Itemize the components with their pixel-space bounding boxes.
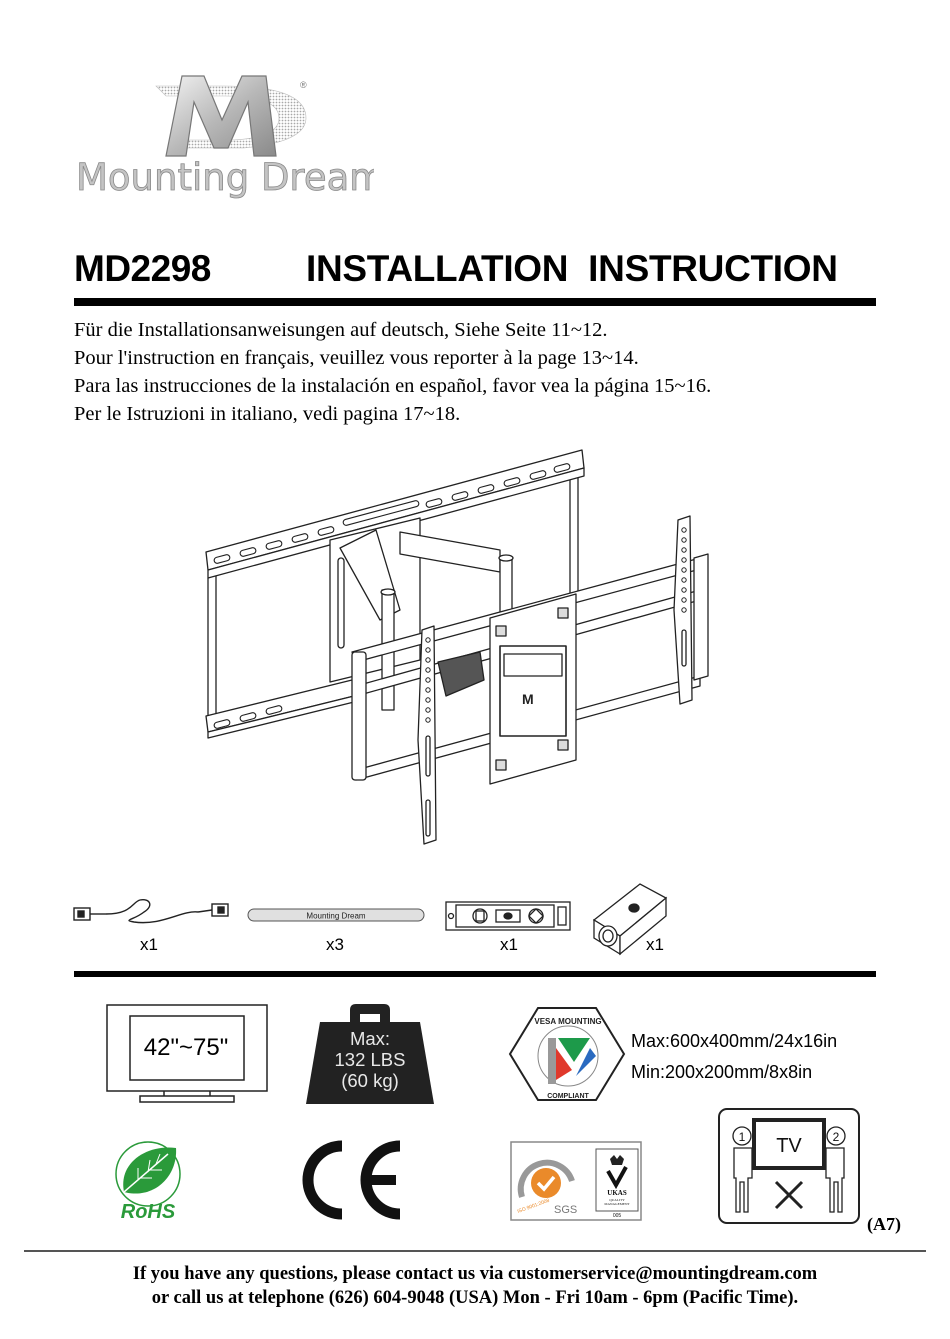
mounting-dream-logo-icon <box>74 68 374 200</box>
svg-text:TV: TV <box>776 1135 802 1157</box>
two-person-install-notice <box>718 1108 860 1224</box>
title-divider <box>74 298 876 306</box>
vesa-icon <box>508 1004 626 1104</box>
weight-text: Max: 132 LBS (60 kg) <box>334 1028 406 1091</box>
accessory-qty: x3 <box>326 935 344 954</box>
vesa-min: Min:200x200mm/8x8in <box>631 1062 813 1082</box>
tv-size-badge <box>106 1004 268 1104</box>
svg-text:UKAS: UKAS <box>607 1189 627 1197</box>
tv-wall-mount-icon <box>200 440 760 860</box>
brand-name: Mounting Dream <box>76 156 374 199</box>
product-drawing <box>200 440 760 860</box>
svg-text:2: 2 <box>832 1130 840 1144</box>
contact-footer <box>0 1262 950 1310</box>
contact-email-line: If you have any questions, please contact us via customerservice@mountingdream.com <box>132 1264 818 1284</box>
accessory-mini-level <box>590 880 680 960</box>
model-number: MD2298 <box>74 248 211 289</box>
cable-tie-icon <box>246 880 426 940</box>
vesa-pattern-range <box>631 1026 837 1088</box>
page-title: INSTALLATION INSTRUCTION <box>306 248 838 289</box>
lang-italian: Per le Istruzioni in italiano, vedi pagina 17~18. <box>74 403 461 425</box>
accessory-qty: x1 <box>140 935 158 954</box>
lang-french: Pour l'instruction en français, veuillez vous reporter à la page 13~14. <box>74 347 639 369</box>
bubble-level-icon <box>444 880 574 940</box>
accessory-qty: x1 <box>646 935 664 954</box>
tv-size-range: 42"~75" <box>143 1034 229 1061</box>
ce-icon <box>294 1140 406 1220</box>
svg-text:M: M <box>522 691 534 707</box>
svg-text:Mounting Dream: Mounting Dream <box>306 911 366 921</box>
iso-ukas-certification <box>510 1141 642 1221</box>
accessory-bubble-level <box>444 880 574 960</box>
svg-text:1: 1 <box>738 1130 746 1144</box>
section-divider <box>74 971 876 977</box>
weight-capacity-badge <box>304 1002 436 1106</box>
vesa-max: Max:600x400mm/24x16in <box>631 1031 838 1051</box>
rohs-logo <box>104 1138 194 1222</box>
svg-text:QUALITY: QUALITY <box>609 1198 625 1202</box>
svg-text:SGS: SGS <box>554 1204 578 1216</box>
rohs-leaf-icon <box>104 1138 194 1222</box>
svg-text:MANAGEMENT: MANAGEMENT <box>604 1202 630 1206</box>
iso-sgs-ukas-icon <box>510 1141 642 1221</box>
hdmi-cable-icon <box>72 880 232 940</box>
ce-mark <box>294 1140 406 1220</box>
lang-german: Für die Installationsanweisungen auf deutsch, Siehe Seite 11~12. <box>74 319 608 341</box>
accessory-cable-tie <box>246 880 426 960</box>
two-person-lift-icon <box>718 1108 860 1224</box>
accessory-hdmi-cable <box>72 880 232 960</box>
page-code: (A7) <box>867 1214 901 1234</box>
svg-text:ISO 9001:2008: ISO 9001:2008 <box>516 1197 551 1215</box>
footer-divider <box>24 1250 926 1252</box>
language-references <box>74 316 711 428</box>
lang-spanish: Para las instrucciones de la instalación en español, favor vea la página 15~16. <box>74 375 712 397</box>
brand-logo <box>74 68 374 200</box>
contact-phone-line: or call us at telephone (626) 604-9048 (USA) Mon - Fri 10am - 6pm (Pacific Time). <box>151 1288 799 1308</box>
svg-text:VESA MOUNTING: VESA MOUNTING <box>534 1017 602 1026</box>
svg-text:005: 005 <box>612 1213 622 1219</box>
svg-text:RoHS: RoHS <box>120 1201 176 1222</box>
svg-text:®: ® <box>300 80 307 90</box>
vesa-compliant-badge <box>508 1004 626 1104</box>
svg-text:COMPLIANT: COMPLIANT <box>547 1093 589 1100</box>
accessory-qty: x1 <box>500 935 518 954</box>
